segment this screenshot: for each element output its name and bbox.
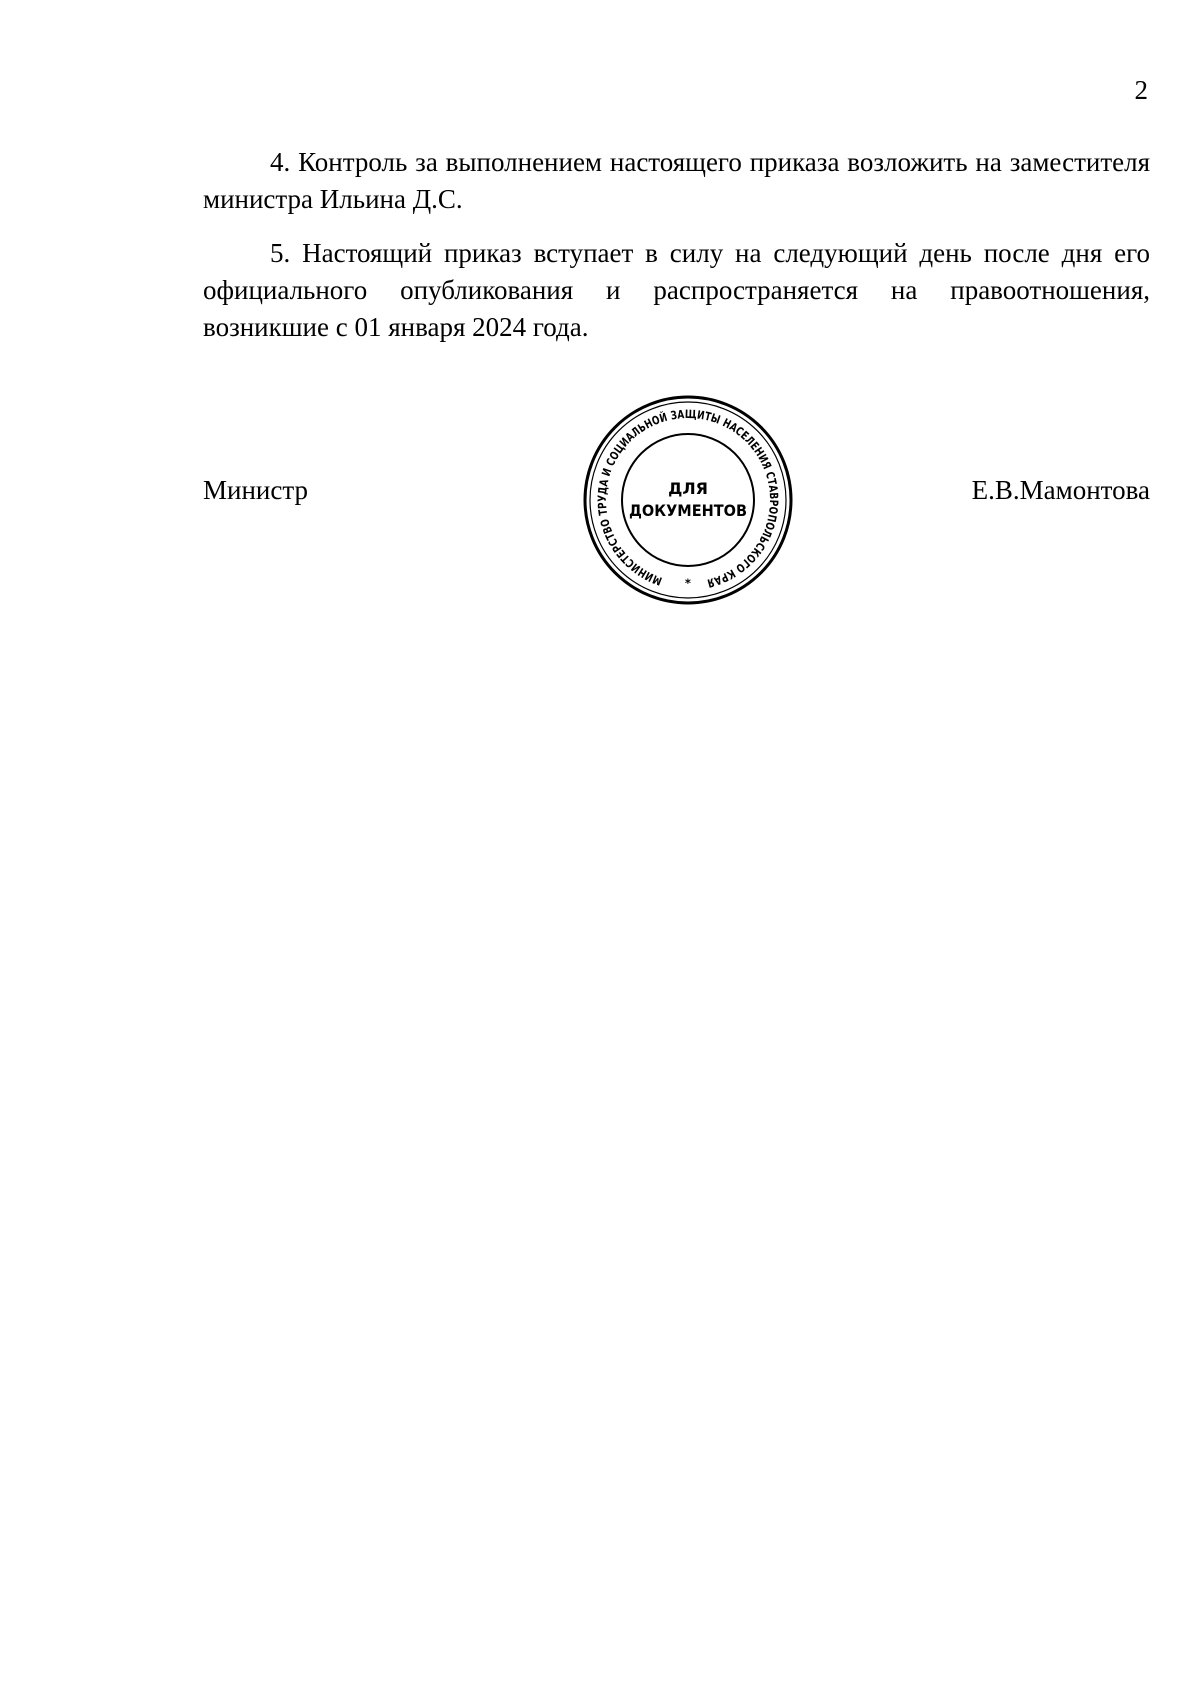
seal-outer-inner-ring — [590, 402, 786, 598]
page-number: 2 — [1134, 75, 1148, 105]
signer-name: Е.В.Мамонтова — [971, 475, 1150, 505]
seal-inner-ring — [622, 434, 754, 566]
seal-ring-text: МИНИСТЕРСТВО ТРУДА И СОЦИАЛЬНОЙ ЗАЩИТЫ НАСЕЛЕНИЯ СТАВРОПОЛЬСКОГО КРАЯ — [594, 406, 782, 592]
paragraph-5: 5. Настоящий приказ вступает в силу на следующий день после дня его официального опубликования и распространяется на правоотношения, возникшие с 01 января 2024 года. — [203, 238, 1150, 342]
paragraph-4: 4. Контроль за выполнением настоящего приказа возложить на заместителя министра Ильина Д.С. — [203, 147, 1150, 214]
seal-graphic — [582, 394, 794, 606]
seal-star: * — [684, 576, 692, 590]
official-seal-stamp — [582, 394, 794, 606]
seal-outer-ring — [585, 397, 791, 603]
signer-title: Министр — [203, 475, 308, 505]
seal-center-line-1: ДЛЯ — [668, 479, 708, 498]
seal-center-line-2: ДОКУМЕНТОВ — [629, 501, 747, 520]
